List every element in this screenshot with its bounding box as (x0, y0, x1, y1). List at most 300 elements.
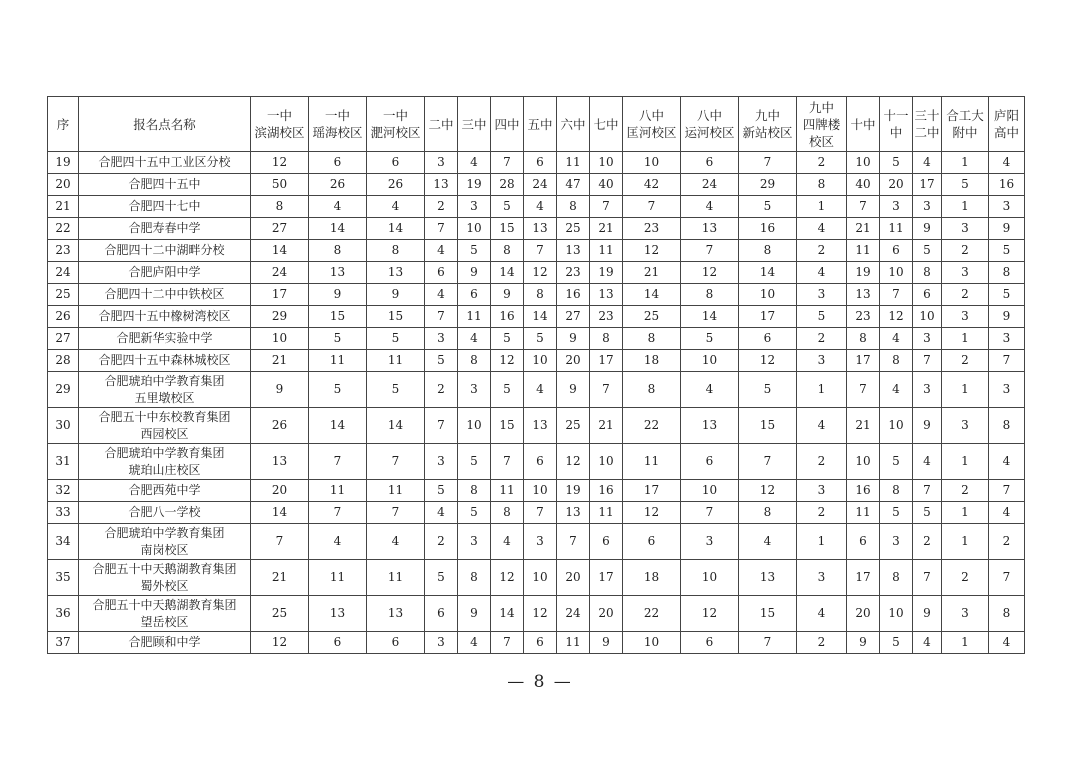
quota-cell: 11 (847, 240, 880, 262)
column-header: 一中 瑶海校区 (309, 97, 367, 152)
quota-cell: 8 (681, 284, 739, 306)
registration-site-name: 合肥四十二中中铁校区 (79, 284, 251, 306)
quota-cell: 5 (989, 284, 1025, 306)
table-row (48, 240, 1025, 262)
quota-cell: 7 (847, 196, 880, 218)
quota-cell: 5 (309, 372, 367, 408)
quota-cell: 27 (557, 306, 590, 328)
quota-cell: 2 (797, 632, 847, 654)
quota-cell: 9 (989, 306, 1025, 328)
quota-cell: 10 (458, 218, 491, 240)
quota-cell: 13 (309, 596, 367, 632)
column-header: 十中 (847, 97, 880, 152)
quota-cell: 8 (367, 240, 425, 262)
quota-cell: 6 (847, 524, 880, 560)
quota-cell: 5 (425, 350, 458, 372)
quota-cell: 9 (913, 408, 942, 444)
quota-cell: 3 (942, 408, 989, 444)
registration-site-name: 合肥四十五中橡树湾校区 (79, 306, 251, 328)
quota-cell: 16 (989, 174, 1025, 196)
quota-cell: 4 (491, 524, 524, 560)
quota-cell: 5 (309, 328, 367, 350)
quota-cell: 8 (623, 372, 681, 408)
quota-cell: 15 (309, 306, 367, 328)
row-number: 36 (48, 596, 79, 632)
row-number: 32 (48, 480, 79, 502)
quota-cell: 4 (309, 524, 367, 560)
quota-cell: 7 (425, 306, 458, 328)
quota-cell: 9 (251, 372, 309, 408)
quota-cell: 5 (880, 632, 913, 654)
column-header: 九中 四牌楼 校区 (797, 97, 847, 152)
quota-cell: 5 (880, 502, 913, 524)
quota-cell: 1 (797, 196, 847, 218)
row-number: 29 (48, 372, 79, 408)
quota-cell: 5 (942, 174, 989, 196)
quota-cell: 6 (739, 328, 797, 350)
quota-cell: 4 (989, 152, 1025, 174)
quota-cell: 7 (623, 196, 681, 218)
quota-cell: 7 (681, 502, 739, 524)
quota-cell: 19 (590, 262, 623, 284)
quota-table (47, 96, 1025, 654)
quota-cell: 10 (913, 306, 942, 328)
quota-cell: 40 (590, 174, 623, 196)
column-header: 报名点名称 (79, 97, 251, 152)
quota-cell: 23 (847, 306, 880, 328)
table-row (48, 284, 1025, 306)
quota-cell: 14 (251, 240, 309, 262)
quota-cell: 11 (367, 350, 425, 372)
quota-cell: 10 (880, 408, 913, 444)
quota-cell: 19 (458, 174, 491, 196)
quota-cell: 14 (251, 502, 309, 524)
table-row (48, 502, 1025, 524)
quota-cell: 5 (880, 152, 913, 174)
quota-cell: 20 (557, 350, 590, 372)
quota-cell: 27 (251, 218, 309, 240)
quota-cell: 5 (458, 444, 491, 480)
quota-cell: 21 (590, 408, 623, 444)
quota-cell: 17 (739, 306, 797, 328)
quota-cell: 6 (681, 632, 739, 654)
quota-cell: 8 (739, 240, 797, 262)
quota-cell: 3 (524, 524, 557, 560)
quota-cell: 25 (623, 306, 681, 328)
quota-cell: 6 (309, 152, 367, 174)
quota-cell: 12 (251, 632, 309, 654)
registration-site-name: 合肥西苑中学 (79, 480, 251, 502)
quota-cell: 6 (524, 444, 557, 480)
quota-cell: 7 (524, 502, 557, 524)
table-row (48, 196, 1025, 218)
quota-cell: 1 (797, 524, 847, 560)
quota-cell: 13 (847, 284, 880, 306)
quota-cell: 9 (913, 596, 942, 632)
quota-cell: 8 (590, 328, 623, 350)
quota-cell: 6 (590, 524, 623, 560)
quota-cell: 14 (309, 218, 367, 240)
quota-cell: 13 (367, 262, 425, 284)
row-number: 23 (48, 240, 79, 262)
quota-cell: 3 (458, 524, 491, 560)
quota-cell: 26 (251, 408, 309, 444)
quota-cell: 5 (458, 502, 491, 524)
quota-cell: 11 (491, 480, 524, 502)
registration-site-name: 合肥新华实验中学 (79, 328, 251, 350)
registration-site-name: 合肥琥珀中学教育集团 南岗校区 (79, 524, 251, 560)
quota-cell: 24 (524, 174, 557, 196)
quota-cell: 8 (739, 502, 797, 524)
quota-cell: 10 (524, 350, 557, 372)
row-number: 35 (48, 560, 79, 596)
quota-cell: 13 (681, 408, 739, 444)
row-number: 34 (48, 524, 79, 560)
quota-cell: 13 (425, 174, 458, 196)
quota-cell: 10 (880, 262, 913, 284)
quota-cell: 8 (989, 596, 1025, 632)
quota-cell: 3 (880, 524, 913, 560)
quota-cell: 10 (880, 596, 913, 632)
quota-cell: 9 (458, 596, 491, 632)
quota-cell: 7 (367, 444, 425, 480)
quota-cell: 8 (989, 262, 1025, 284)
quota-cell: 7 (847, 372, 880, 408)
row-number: 20 (48, 174, 79, 196)
row-number: 27 (48, 328, 79, 350)
quota-cell: 12 (524, 596, 557, 632)
quota-cell: 7 (309, 444, 367, 480)
column-header: 五中 (524, 97, 557, 152)
registration-site-name: 合肥琥珀中学教育集团 五里墩校区 (79, 372, 251, 408)
column-header: 一中 滨湖校区 (251, 97, 309, 152)
quota-cell: 14 (309, 408, 367, 444)
quota-cell: 3 (797, 284, 847, 306)
column-header: 十一 中 (880, 97, 913, 152)
quota-cell: 6 (425, 262, 458, 284)
quota-cell: 14 (491, 596, 524, 632)
quota-cell: 7 (681, 240, 739, 262)
quota-cell: 8 (309, 240, 367, 262)
quota-cell: 3 (797, 560, 847, 596)
quota-cell: 20 (880, 174, 913, 196)
quota-cell: 20 (557, 560, 590, 596)
quota-cell: 7 (491, 632, 524, 654)
row-number: 26 (48, 306, 79, 328)
quota-cell: 13 (590, 284, 623, 306)
quota-cell: 4 (913, 152, 942, 174)
registration-site-name: 合肥四十七中 (79, 196, 251, 218)
quota-cell: 29 (251, 306, 309, 328)
page-number: — 8 — (507, 672, 573, 692)
quota-cell: 4 (989, 444, 1025, 480)
column-header: 合工大 附中 (942, 97, 989, 152)
quota-cell: 8 (491, 240, 524, 262)
quota-cell: 22 (623, 596, 681, 632)
column-header: 一中 淝河校区 (367, 97, 425, 152)
quota-cell: 2 (425, 196, 458, 218)
quota-cell: 8 (989, 408, 1025, 444)
quota-cell: 11 (309, 560, 367, 596)
table-row (48, 372, 1025, 408)
registration-site-name: 合肥顾和中学 (79, 632, 251, 654)
quota-cell: 16 (557, 284, 590, 306)
quota-cell: 13 (524, 408, 557, 444)
quota-cell: 7 (367, 502, 425, 524)
quota-cell: 6 (309, 632, 367, 654)
table-row (48, 350, 1025, 372)
quota-cell: 9 (913, 218, 942, 240)
row-number: 31 (48, 444, 79, 480)
registration-site-name: 合肥琥珀中学教育集团 琥珀山庄校区 (79, 444, 251, 480)
quota-cell: 5 (880, 444, 913, 480)
quota-cell: 4 (989, 502, 1025, 524)
quota-cell: 5 (797, 306, 847, 328)
column-header: 九中 新站校区 (739, 97, 797, 152)
quota-cell: 21 (847, 218, 880, 240)
quota-cell: 5 (739, 196, 797, 218)
quota-cell: 7 (913, 350, 942, 372)
quota-cell: 7 (913, 480, 942, 502)
quota-cell: 5 (913, 502, 942, 524)
quota-cell: 7 (524, 240, 557, 262)
quota-cell: 2 (425, 372, 458, 408)
quota-cell: 6 (681, 152, 739, 174)
quota-cell: 13 (524, 218, 557, 240)
quota-cell: 21 (251, 350, 309, 372)
registration-site-name: 合肥四十二中湖畔分校 (79, 240, 251, 262)
quota-cell: 1 (942, 196, 989, 218)
quota-cell: 21 (251, 560, 309, 596)
quota-cell: 4 (367, 524, 425, 560)
quota-cell: 10 (623, 632, 681, 654)
quota-cell: 3 (797, 480, 847, 502)
quota-cell: 9 (989, 218, 1025, 240)
quota-cell: 8 (458, 480, 491, 502)
quota-cell: 7 (989, 350, 1025, 372)
quota-cell: 11 (623, 444, 681, 480)
quota-cell: 3 (942, 218, 989, 240)
registration-site-name: 合肥四十五中森林城校区 (79, 350, 251, 372)
quota-cell: 10 (458, 408, 491, 444)
quota-cell: 18 (623, 560, 681, 596)
quota-cell: 10 (847, 444, 880, 480)
quota-cell: 19 (847, 262, 880, 284)
table-row (48, 596, 1025, 632)
quota-cell: 12 (251, 152, 309, 174)
quota-cell: 11 (590, 502, 623, 524)
quota-cell: 2 (942, 284, 989, 306)
quota-cell: 7 (739, 152, 797, 174)
table-header-row (48, 97, 1025, 152)
quota-cell: 9 (557, 372, 590, 408)
quota-cell: 17 (913, 174, 942, 196)
table-row (48, 306, 1025, 328)
quota-cell: 8 (797, 174, 847, 196)
quota-cell: 21 (590, 218, 623, 240)
quota-cell: 13 (739, 560, 797, 596)
quota-cell: 3 (425, 328, 458, 350)
quota-cell: 28 (491, 174, 524, 196)
quota-cell: 3 (681, 524, 739, 560)
table-row (48, 444, 1025, 480)
table-row (48, 408, 1025, 444)
quota-cell: 8 (491, 502, 524, 524)
quota-cell: 5 (458, 240, 491, 262)
quota-cell: 13 (251, 444, 309, 480)
quota-cell: 8 (524, 284, 557, 306)
quota-cell: 18 (623, 350, 681, 372)
quota-cell: 23 (557, 262, 590, 284)
quota-cell: 17 (623, 480, 681, 502)
quota-cell: 15 (491, 218, 524, 240)
row-number: 37 (48, 632, 79, 654)
column-header: 庐阳 高中 (989, 97, 1025, 152)
quota-cell: 7 (251, 524, 309, 560)
quota-cell: 42 (623, 174, 681, 196)
quota-cell: 5 (491, 372, 524, 408)
registration-site-name: 合肥八一学校 (79, 502, 251, 524)
quota-cell: 12 (681, 596, 739, 632)
quota-cell: 4 (458, 632, 491, 654)
quota-cell: 10 (524, 560, 557, 596)
quota-cell: 5 (989, 240, 1025, 262)
registration-site-name: 合肥寿春中学 (79, 218, 251, 240)
quota-cell: 1 (942, 502, 989, 524)
quota-cell: 2 (942, 560, 989, 596)
quota-cell: 5 (491, 196, 524, 218)
quota-cell: 15 (491, 408, 524, 444)
quota-cell: 15 (739, 596, 797, 632)
quota-cell: 25 (557, 218, 590, 240)
quota-cell: 9 (309, 284, 367, 306)
quota-cell: 9 (557, 328, 590, 350)
quota-cell: 17 (251, 284, 309, 306)
quota-cell: 14 (367, 218, 425, 240)
quota-cell: 17 (590, 350, 623, 372)
quota-cell: 3 (942, 596, 989, 632)
quota-cell: 26 (367, 174, 425, 196)
quota-cell: 11 (590, 240, 623, 262)
quota-cell: 2 (942, 480, 989, 502)
quota-cell: 4 (880, 372, 913, 408)
quota-cell: 4 (989, 632, 1025, 654)
quota-cell: 13 (557, 240, 590, 262)
quota-cell: 16 (847, 480, 880, 502)
quota-cell: 3 (880, 196, 913, 218)
quota-cell: 9 (367, 284, 425, 306)
quota-cell: 3 (458, 372, 491, 408)
quota-cell: 6 (458, 284, 491, 306)
quota-cell: 10 (847, 152, 880, 174)
quota-cell: 11 (880, 218, 913, 240)
quota-cell: 8 (557, 196, 590, 218)
quota-cell: 7 (590, 372, 623, 408)
quota-cell: 16 (590, 480, 623, 502)
quota-cell: 24 (557, 596, 590, 632)
quota-cell: 12 (681, 262, 739, 284)
registration-site-name: 合肥四十五中工业区分校 (79, 152, 251, 174)
quota-cell: 4 (797, 596, 847, 632)
quota-cell: 8 (880, 350, 913, 372)
quota-cell: 8 (847, 328, 880, 350)
quota-cell: 1 (942, 444, 989, 480)
quota-cell: 3 (425, 444, 458, 480)
quota-cell: 11 (309, 480, 367, 502)
quota-cell: 4 (797, 408, 847, 444)
quota-cell: 20 (251, 480, 309, 502)
quota-cell: 7 (880, 284, 913, 306)
quota-cell: 6 (425, 596, 458, 632)
quota-cell: 8 (880, 480, 913, 502)
quota-cell: 3 (989, 328, 1025, 350)
quota-cell: 4 (681, 196, 739, 218)
quota-cell: 15 (739, 408, 797, 444)
quota-cell: 14 (491, 262, 524, 284)
table-row (48, 262, 1025, 284)
quota-cell: 22 (623, 408, 681, 444)
table-row (48, 328, 1025, 350)
quota-cell: 9 (458, 262, 491, 284)
quota-cell: 13 (309, 262, 367, 284)
quota-cell: 6 (367, 152, 425, 174)
quota-cell: 1 (942, 524, 989, 560)
quota-cell: 23 (590, 306, 623, 328)
quota-cell: 12 (623, 502, 681, 524)
quota-cell: 6 (913, 284, 942, 306)
table-row (48, 218, 1025, 240)
column-header: 三中 (458, 97, 491, 152)
quota-cell: 5 (425, 560, 458, 596)
quota-cell: 14 (739, 262, 797, 284)
quota-cell: 8 (913, 262, 942, 284)
quota-cell: 7 (425, 408, 458, 444)
quota-cell: 4 (524, 372, 557, 408)
quota-cell: 20 (590, 596, 623, 632)
quota-cell: 24 (251, 262, 309, 284)
quota-cell: 6 (367, 632, 425, 654)
quota-cell: 10 (681, 560, 739, 596)
quota-cell: 11 (847, 502, 880, 524)
quota-cell: 4 (797, 262, 847, 284)
quota-cell: 21 (847, 408, 880, 444)
quota-cell: 11 (557, 632, 590, 654)
quota-cell: 3 (989, 196, 1025, 218)
quota-cell: 17 (847, 560, 880, 596)
quota-cell: 3 (425, 632, 458, 654)
quota-cell: 1 (942, 152, 989, 174)
quota-cell: 8 (251, 196, 309, 218)
quota-cell: 11 (367, 480, 425, 502)
quota-cell: 4 (524, 196, 557, 218)
quota-cell: 3 (425, 152, 458, 174)
column-header: 二中 (425, 97, 458, 152)
column-header: 四中 (491, 97, 524, 152)
row-number: 19 (48, 152, 79, 174)
quota-cell: 10 (623, 152, 681, 174)
quota-cell: 4 (913, 444, 942, 480)
quota-cell: 12 (739, 350, 797, 372)
column-header: 八中 匡河校区 (623, 97, 681, 152)
quota-cell: 2 (797, 502, 847, 524)
quota-cell: 50 (251, 174, 309, 196)
quota-cell: 7 (739, 444, 797, 480)
column-header: 六中 (557, 97, 590, 152)
quota-cell: 11 (557, 152, 590, 174)
row-number: 25 (48, 284, 79, 306)
quota-cell: 7 (989, 480, 1025, 502)
quota-cell: 29 (739, 174, 797, 196)
